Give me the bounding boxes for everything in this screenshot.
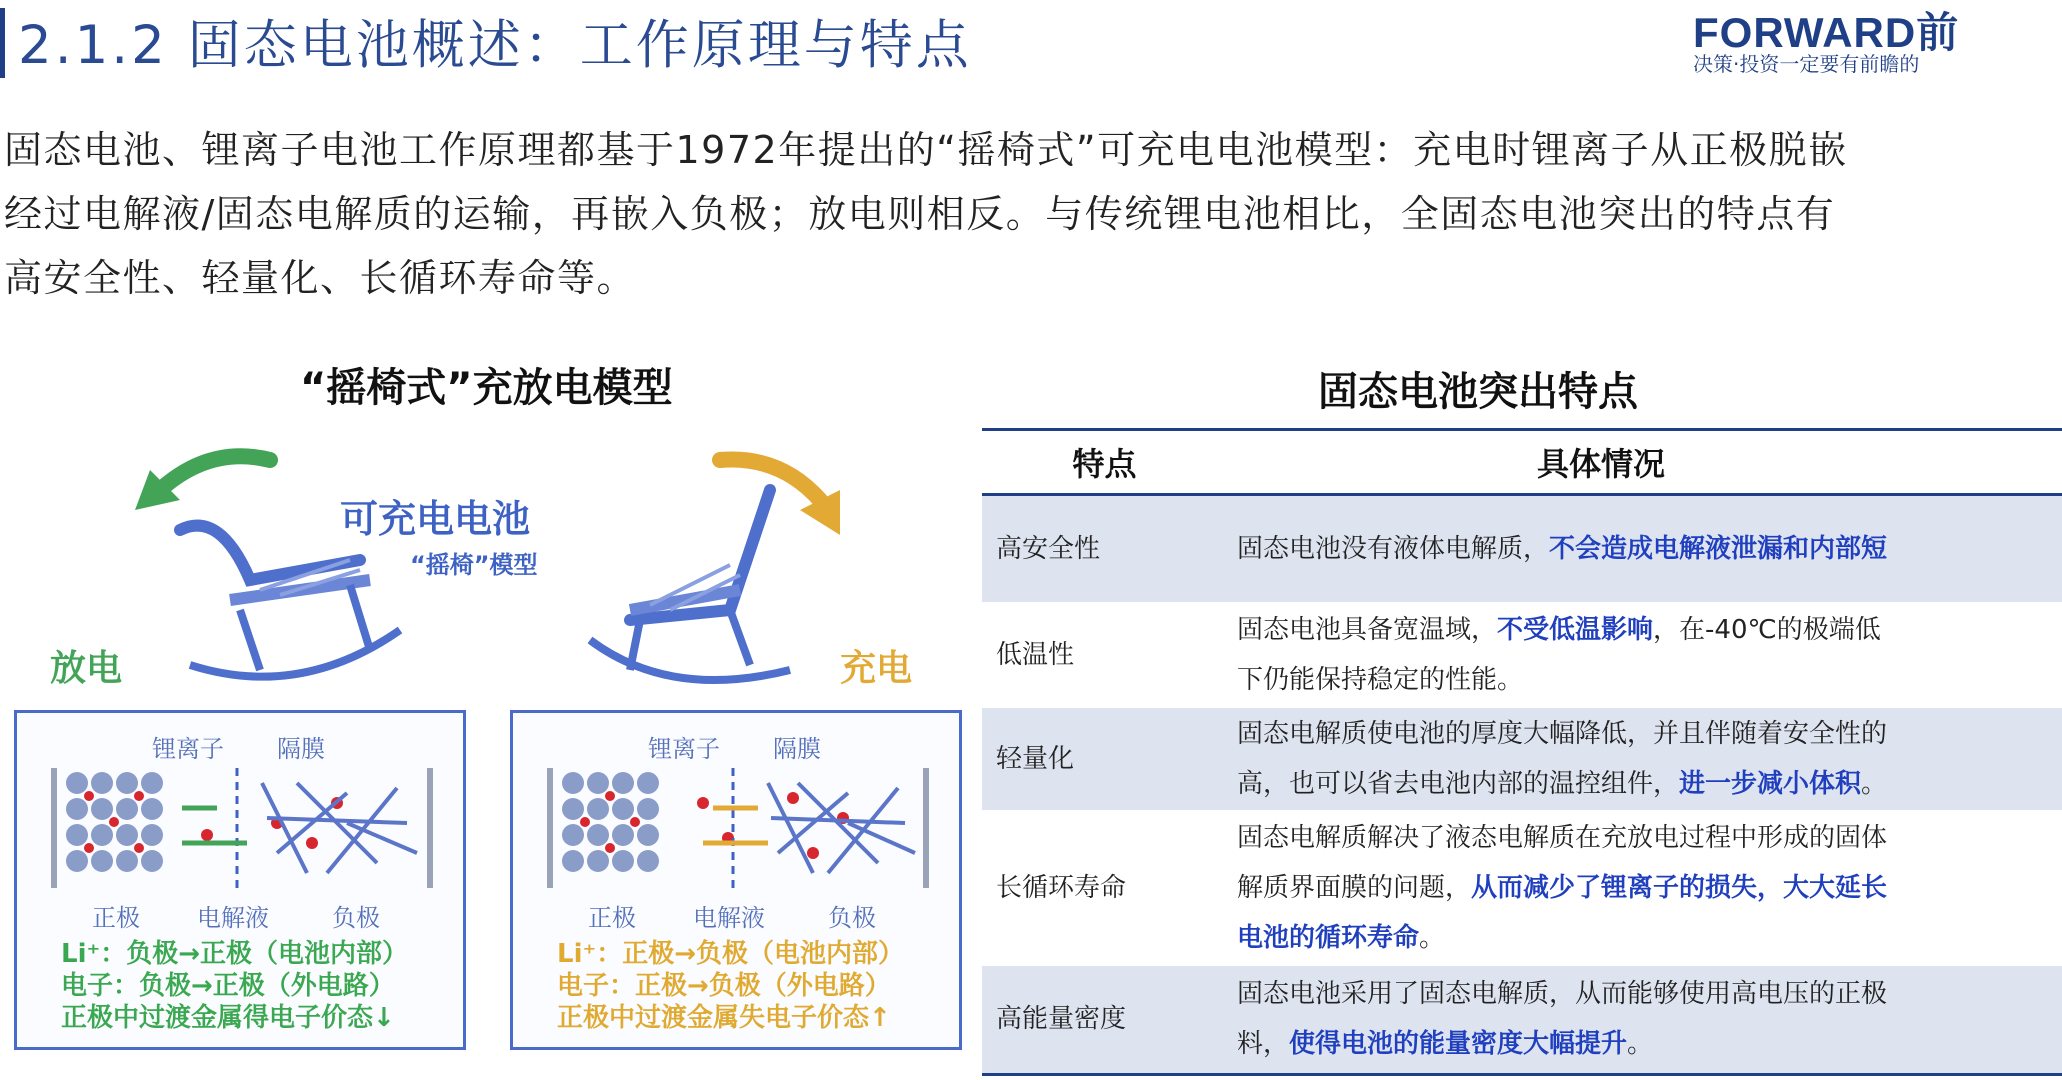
negative-electrode-label: 负极 — [828, 904, 876, 932]
details-text: 。 — [1861, 768, 1888, 799]
lithium-ion-label: 锂离子 — [648, 735, 720, 763]
details-line — [1237, 655, 2061, 705]
rocking-chair-model-label: “摇椅”模型 — [410, 551, 538, 579]
forward-logo — [1693, 2, 1960, 76]
highlighted-text: 不受低温影响 — [1497, 614, 1654, 645]
charge-note: 电子：正极→负极（外电路） — [557, 971, 891, 1001]
header-accent-bar — [0, 8, 5, 78]
charge-note: Li⁺：正极→负极（电池内部） — [557, 939, 904, 969]
positive-electrode-label: 正极 — [588, 904, 636, 932]
electrode-structure-graphic — [47, 763, 447, 893]
details-text: 固态电解质解决了液态电解质在充放电过程中形成的固体 — [1237, 822, 1888, 853]
details-cell — [1227, 603, 2062, 707]
details-text: 下仍能保持稳定的性能。 — [1237, 664, 1524, 695]
details-cell — [1227, 707, 2062, 811]
details-line — [1237, 1019, 2061, 1069]
details-line — [1237, 913, 2061, 963]
positive-electrode-label: 正极 — [92, 904, 140, 932]
lithium-ion-label: 锂离子 — [152, 735, 224, 763]
details-cell — [1227, 965, 2062, 1075]
details-line — [1237, 605, 2061, 655]
charge-label: 充电 — [840, 648, 913, 689]
details-text: 固态电解质使电池的厚度大幅降低，并且伴随着安全性的 — [1237, 718, 1888, 749]
table-title: 固态电池突出特点 — [1318, 369, 1638, 415]
highlighted-text: 进一步减小体积 — [1679, 768, 1862, 799]
details-text: 。 — [1419, 922, 1446, 953]
table-body — [982, 495, 2062, 1075]
highlighted-text: 电池的循环寿命 — [1237, 922, 1420, 953]
electrode-structure-graphic — [543, 763, 943, 893]
separator-label: 隔膜 — [277, 735, 325, 763]
table-row — [982, 603, 2062, 707]
highlighted-text: 使得电池的能量密度大幅提升 — [1289, 1029, 1628, 1060]
column-header-details: 具体情况 — [1227, 430, 2062, 495]
charge-note: 正极中过渡金属失电子价态↑ — [557, 1003, 891, 1033]
logo-tagline: 决策·投资一定要有前瞻的 — [1693, 52, 1920, 76]
intro-paragraph — [4, 118, 1921, 310]
feature-cell: 轻量化 — [982, 707, 1227, 811]
intro-line: 固态电池、锂离子电池工作原理都基于1972年提出的“摇椅式”可充电电池模型：充电时锂离子从正极脱嵌 — [4, 128, 1848, 172]
discharge-note: Li⁺：负极→正极（电池内部） — [61, 939, 408, 969]
discharge-note: 电子：负极→正极（外电路） — [61, 971, 395, 1001]
charge-cell-diagram — [510, 710, 962, 1050]
details-text: 料， — [1237, 1029, 1290, 1060]
feature-cell: 高安全性 — [982, 495, 1227, 603]
column-header-feature: 特点 — [982, 430, 1227, 495]
discharge-note: 正极中过渡金属得电子价态↓ — [61, 1003, 395, 1033]
highlighted-text: 不会造成电解液泄漏和内部短 — [1549, 533, 1888, 564]
details-text: 固态电池具备宽温域， — [1237, 614, 1498, 645]
details-cell — [1227, 811, 2062, 965]
table-header-row — [982, 430, 2062, 495]
details-cell — [1227, 495, 2062, 603]
details-line — [1237, 709, 2061, 759]
details-text: 固态电池采用了固态电解质，从而能够使用高电压的正极 — [1237, 979, 1888, 1010]
discharge-cell-diagram — [14, 710, 466, 1050]
details-line — [1237, 863, 2061, 913]
table-row — [982, 495, 2062, 603]
details-text: 固态电池没有液体电解质， — [1237, 533, 1550, 564]
separator-label: 隔膜 — [773, 735, 821, 763]
electrolyte-label: 电解液 — [693, 904, 765, 932]
page-title: 2.1.2 固态电池概述：工作原理与特点 — [18, 15, 972, 76]
details-line — [1237, 524, 2061, 574]
feature-table-wrapper — [982, 428, 1921, 1076]
details-line — [1237, 813, 2061, 863]
rocking-chair-icon — [570, 470, 830, 690]
details-text: 高，也可以省去电池内部的温控组件， — [1237, 768, 1680, 799]
intro-line: 高安全性、轻量化、长循环寿命等。 — [4, 256, 637, 300]
details-text: 。 — [1627, 1029, 1654, 1060]
feature-cell: 高能量密度 — [982, 965, 1227, 1075]
details-line — [1237, 759, 2061, 809]
table-row — [982, 965, 2062, 1075]
details-text: 解质界面膜的问题， — [1237, 872, 1472, 903]
feature-cell: 长循环寿命 — [982, 811, 1227, 965]
table-row — [982, 707, 2062, 811]
logo-wordmark: FORWARD前 — [1693, 9, 1960, 56]
highlighted-text: 从而减少了锂离子的损失，大大延长 — [1471, 872, 1888, 903]
rechargeable-battery-label: 可充电电池 — [340, 497, 531, 541]
figure-title: “摇椅式”充放电模型 — [300, 365, 673, 411]
table-row — [982, 811, 2062, 965]
feature-table — [982, 428, 2062, 1076]
negative-electrode-label: 负极 — [332, 904, 380, 932]
electrolyte-label: 电解液 — [197, 904, 269, 932]
details-text: ，在-40℃的极端低 — [1653, 614, 1881, 645]
feature-cell: 低温性 — [982, 603, 1227, 707]
rocking-chair-figure — [10, 430, 970, 1060]
discharge-label: 放电 — [50, 648, 123, 689]
intro-line: 经过电解液/固态电解质的运输，再嵌入负极；放电则相反。与传统锂电池相比，全固态电池突出的特点有 — [4, 192, 1836, 236]
details-line — [1237, 969, 2061, 1019]
